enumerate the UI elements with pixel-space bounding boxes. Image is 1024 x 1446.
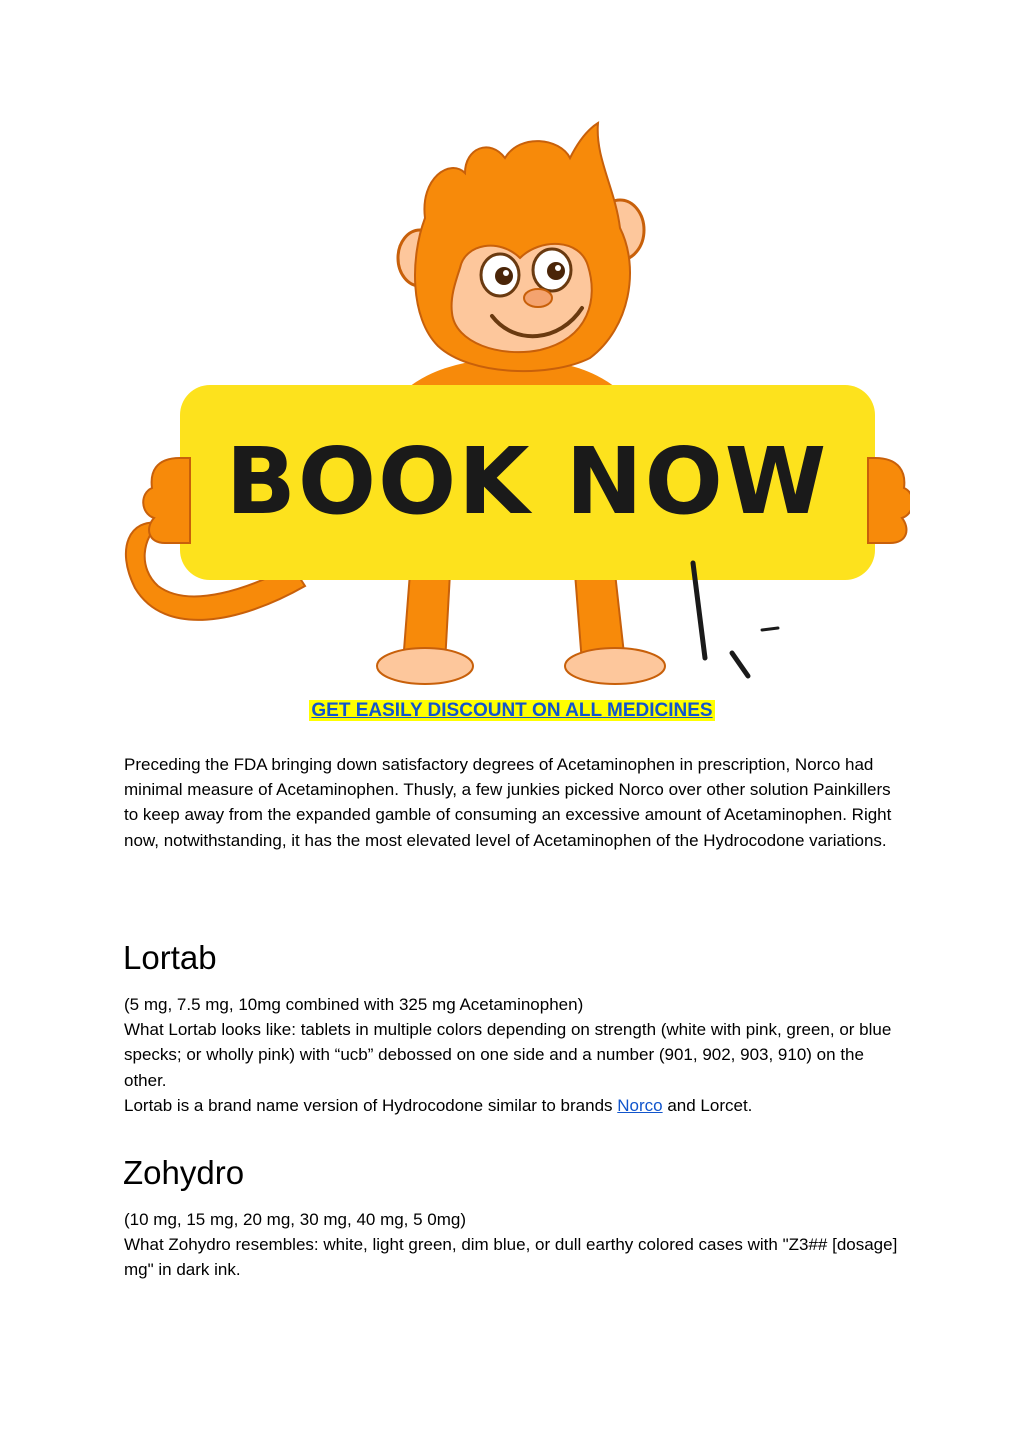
norco-link[interactable]: Norco — [617, 1095, 663, 1115]
monkey-right-foot — [565, 648, 665, 684]
promo-line — [0, 698, 1024, 724]
monkey-left-foot — [377, 648, 473, 684]
lortab-brand-prefix: Lortab is a brand name version of Hydrocodone similar to brands — [124, 1095, 618, 1115]
lortab-brand-line — [124, 1093, 904, 1118]
monkey-right-hand — [868, 458, 910, 543]
lortab-brand-suffix: and Lorcet. — [662, 1095, 753, 1115]
zohydro-heading: Zohydro — [123, 1154, 245, 1191]
zohydro-section — [124, 1207, 904, 1283]
monkey-right-pupil — [547, 262, 565, 280]
zohydro-dosage: (10 mg, 15 mg, 20 mg, 30 mg, 40 mg, 5 0mg) — [124, 1210, 467, 1229]
lortab-dosage: (5 mg, 7.5 mg, 10mg combined with 325 mg Acetaminophen) — [124, 995, 584, 1014]
lortab-heading: Lortab — [123, 939, 217, 976]
monkey-nose — [524, 289, 552, 307]
monkey-right-eye-shine — [555, 265, 561, 271]
sign-text: BOOK NOW — [225, 428, 829, 535]
monkey-left-eye-shine — [503, 270, 509, 276]
discount-link[interactable]: GET EASILY DISCOUNT ON ALL MEDICINES — [311, 700, 713, 721]
lortab-section — [124, 992, 904, 1118]
monkey-left-pupil — [495, 267, 513, 285]
book-now-banner[interactable] — [120, 118, 910, 698]
intro-section — [124, 752, 904, 853]
monkey-left-hand — [143, 458, 190, 543]
zohydro-description: What Zohydro resembles: white, light green, dim blue, or dull earthy colored cases with "Z3## [dosage] mg" in dark ink. — [124, 1235, 898, 1280]
intro-paragraph: Preceding the FDA bringing down satisfactory degrees of Acetaminophen in prescription, Norco had minimal measure of Acetaminophen. Thusly, a few junkies picked Norco over other solution Painkillers to keep away from the expanded gamble of consuming an excessive amount of Acetaminophen. Right now, notwithstanding, it has the most elevated level of Acetaminophen of the Hydrocodone variations. — [124, 755, 892, 850]
lortab-description: What Lortab looks like: tablets in multiple colors depending on strength (white with pink, green, or blue specks; or wholly pink) with “ucb” debossed on one side and a number (901, 902, 903, 910) on the other. — [124, 1020, 892, 1090]
